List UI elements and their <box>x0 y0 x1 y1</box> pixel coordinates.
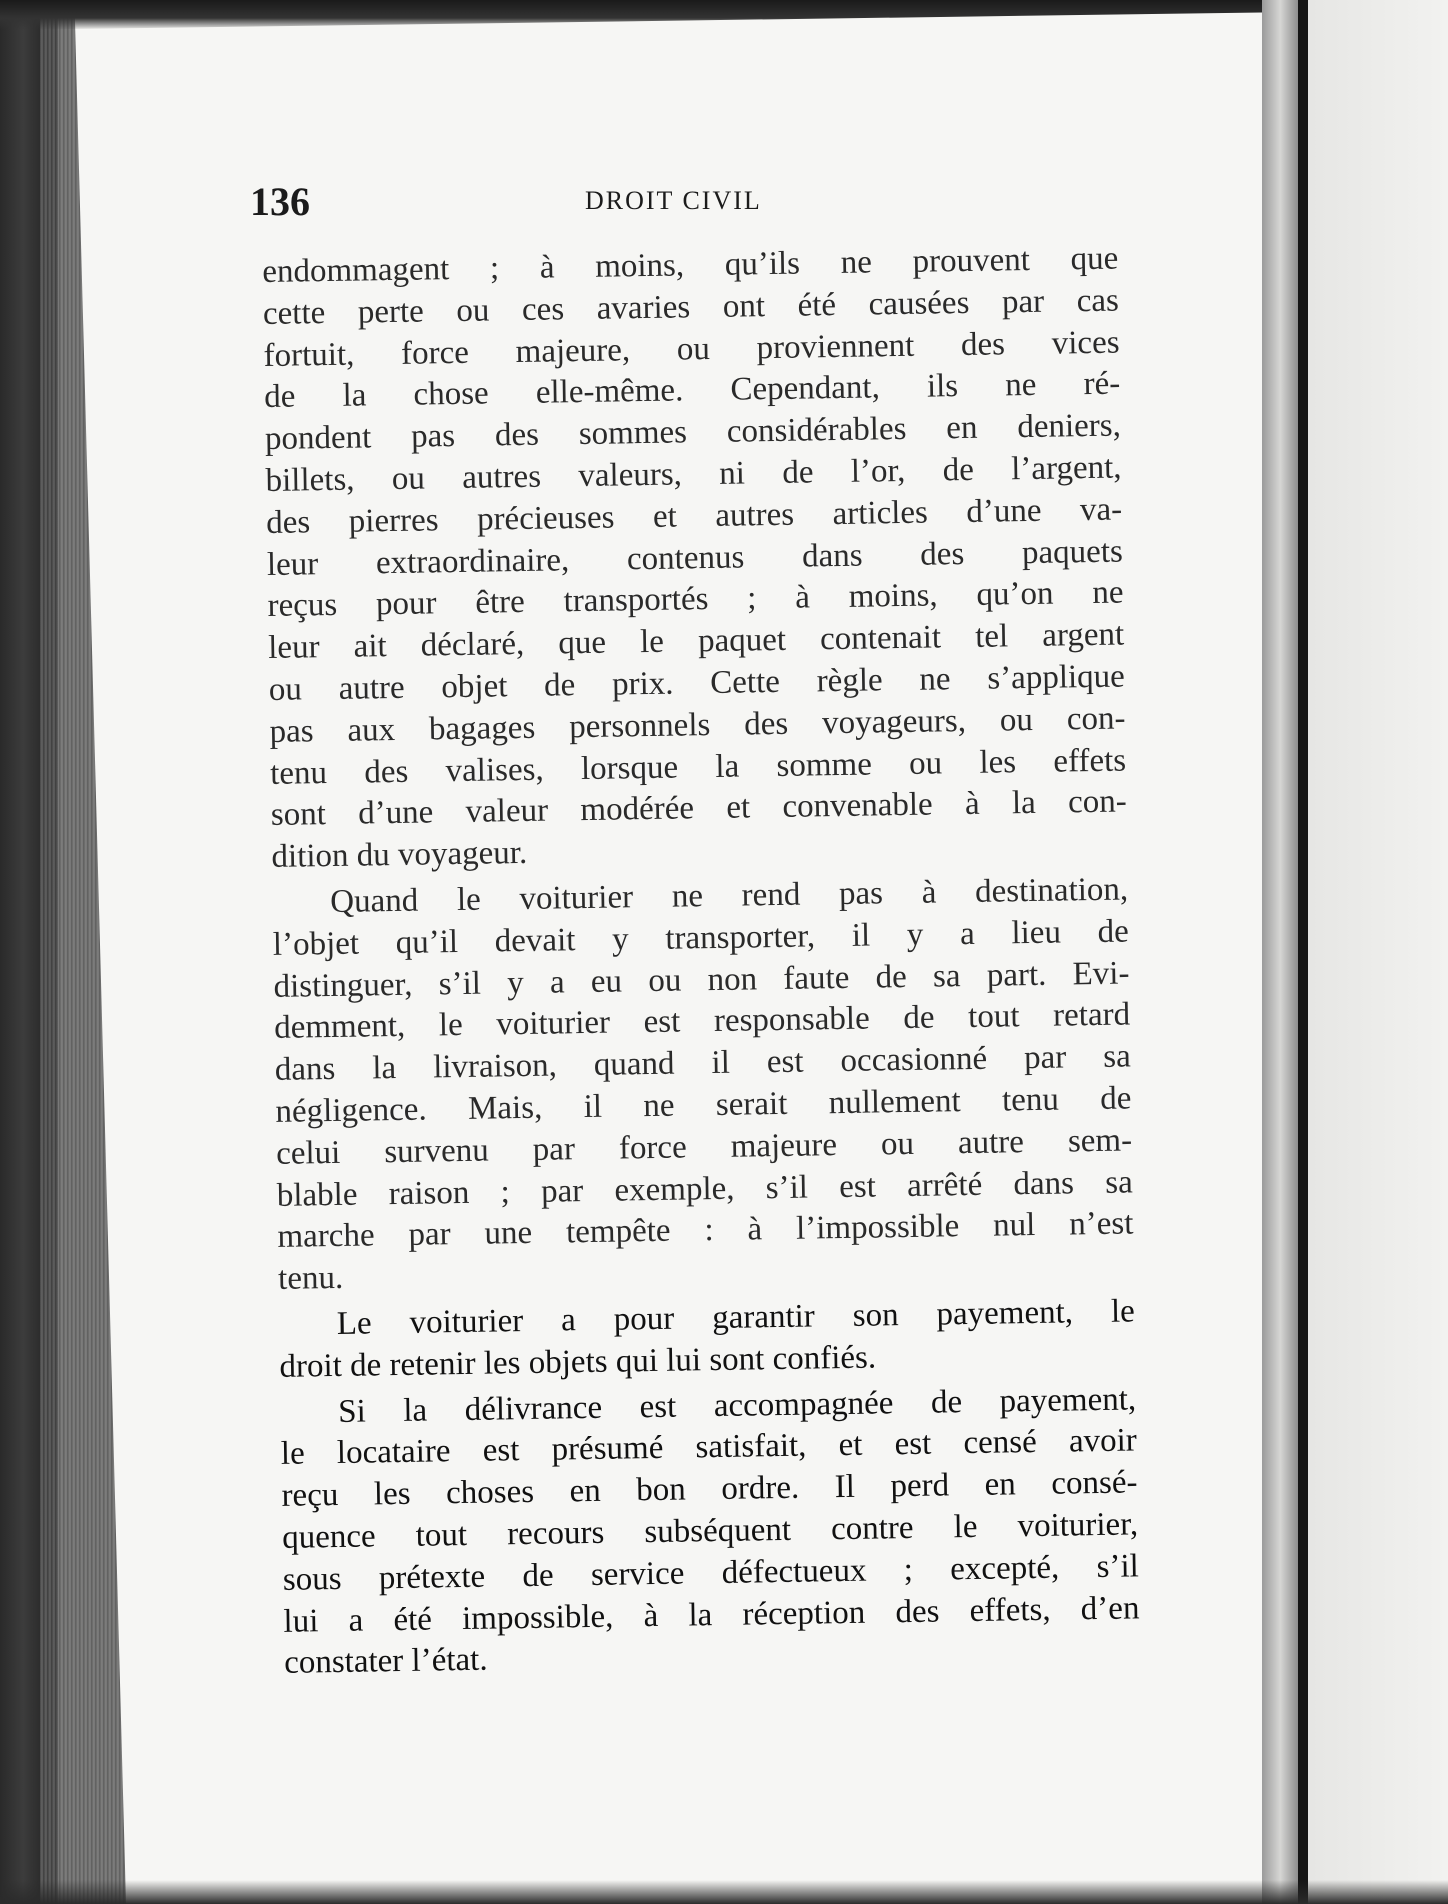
page-stack-edges <box>40 0 126 1904</box>
text-line: demment, le voiturier est responsable de tout retard <box>273 996 1131 1047</box>
text-line: sont d’une valeur modérée et convenable à la con- <box>270 783 1128 834</box>
text-line: des pierres précieuses et autres articles d’une va- <box>265 491 1123 541</box>
text-line: cette perte ou ces avaries ont été causées par cas <box>262 282 1120 332</box>
paragraph <box>279 1291 1136 1388</box>
text-line: Quand le voiturier ne rend pas à destination, <box>329 871 1129 920</box>
text-line: dition du voyageur. <box>271 835 528 876</box>
text-line: leur ait déclaré, que le paquet contenait tel argent <box>267 616 1125 667</box>
gutter-shadow <box>1298 0 1308 1904</box>
running-head: DROIT CIVIL <box>585 186 762 215</box>
text-line: blable raison ; par exemple, s’il est arrêté dans sa <box>276 1163 1133 1214</box>
text-line: tenu des valises, lorsque la somme ou les effets <box>269 742 1127 792</box>
paragraph <box>280 1379 1140 1685</box>
text-line: celui survenu par force majeure ou autre sem- <box>275 1122 1133 1172</box>
facing-page-edge <box>1308 0 1448 1904</box>
text-line: fortuit, force majeure, ou proviennent des vices <box>263 324 1120 374</box>
text-line: endommagent ; à moins, qu’ils ne prouvent que <box>262 240 1119 290</box>
text-line: lui a été impossible, à la réception des effets, d’en <box>283 1589 1140 1640</box>
text-line: pas aux bagages personnels des voyageurs, ou con- <box>269 700 1126 750</box>
text-line: distinguer, s’il y a eu ou non faute de sa part. Evi- <box>273 955 1130 1005</box>
text-line: Le voiturier a pour garantir son payement, le <box>336 1293 1136 1342</box>
text-line: constater l’état. <box>283 1641 488 1682</box>
text-line: leur extraordinaire, contenus dans des paquets <box>266 533 1124 583</box>
paragraph <box>272 869 1134 1300</box>
text-line: reçu les choses en bon ordre. Il perd en consé- <box>281 1464 1138 1514</box>
text-line: de la chose elle-même. Cependant, ils ne ré- <box>264 365 1121 416</box>
text-line: tenu. <box>277 1259 344 1297</box>
text-line: marche par une tempête : à l’impossible nul n’est <box>277 1205 1134 1256</box>
text-line: ou autre objet de prix. Cette règle ne s’applique <box>268 658 1126 708</box>
text-line: pondent pas des sommes considérables en deniers, <box>264 407 1122 458</box>
text-line: reçus pour être transportés ; à moins, qu’on ne <box>267 574 1124 625</box>
text-line: Si la délivrance est accompagnée de payement, <box>337 1380 1137 1430</box>
text-line: négligence. Mais, il ne serait nullement tenu de <box>275 1080 1132 1130</box>
page-number: 136 <box>250 179 310 224</box>
paragraph <box>262 239 1128 879</box>
text-line: billets, ou autres valeurs, ni de l’or, de l’argent, <box>265 449 1122 499</box>
text-line: quence tout recours subséquent contre le voiturier, <box>281 1506 1139 1556</box>
book-edge-top <box>0 0 1300 30</box>
book-edge-bottom <box>0 1880 1448 1904</box>
text-line: sous prétexte de service défectueux ; excepté, s’il <box>282 1548 1140 1598</box>
page-header <box>250 178 1260 228</box>
text-line: droit de retenir les objets qui lui sont confiés. <box>279 1339 877 1385</box>
text-line: l’objet qu’il devait y transporter, il y a lieu de <box>272 913 1130 963</box>
text-line: dans la livraison, quand il est occasionné par sa <box>274 1038 1132 1089</box>
text-line: le locataire est présumé satisfait, et est censé avoir <box>280 1422 1138 1473</box>
body-text <box>262 239 1140 1689</box>
